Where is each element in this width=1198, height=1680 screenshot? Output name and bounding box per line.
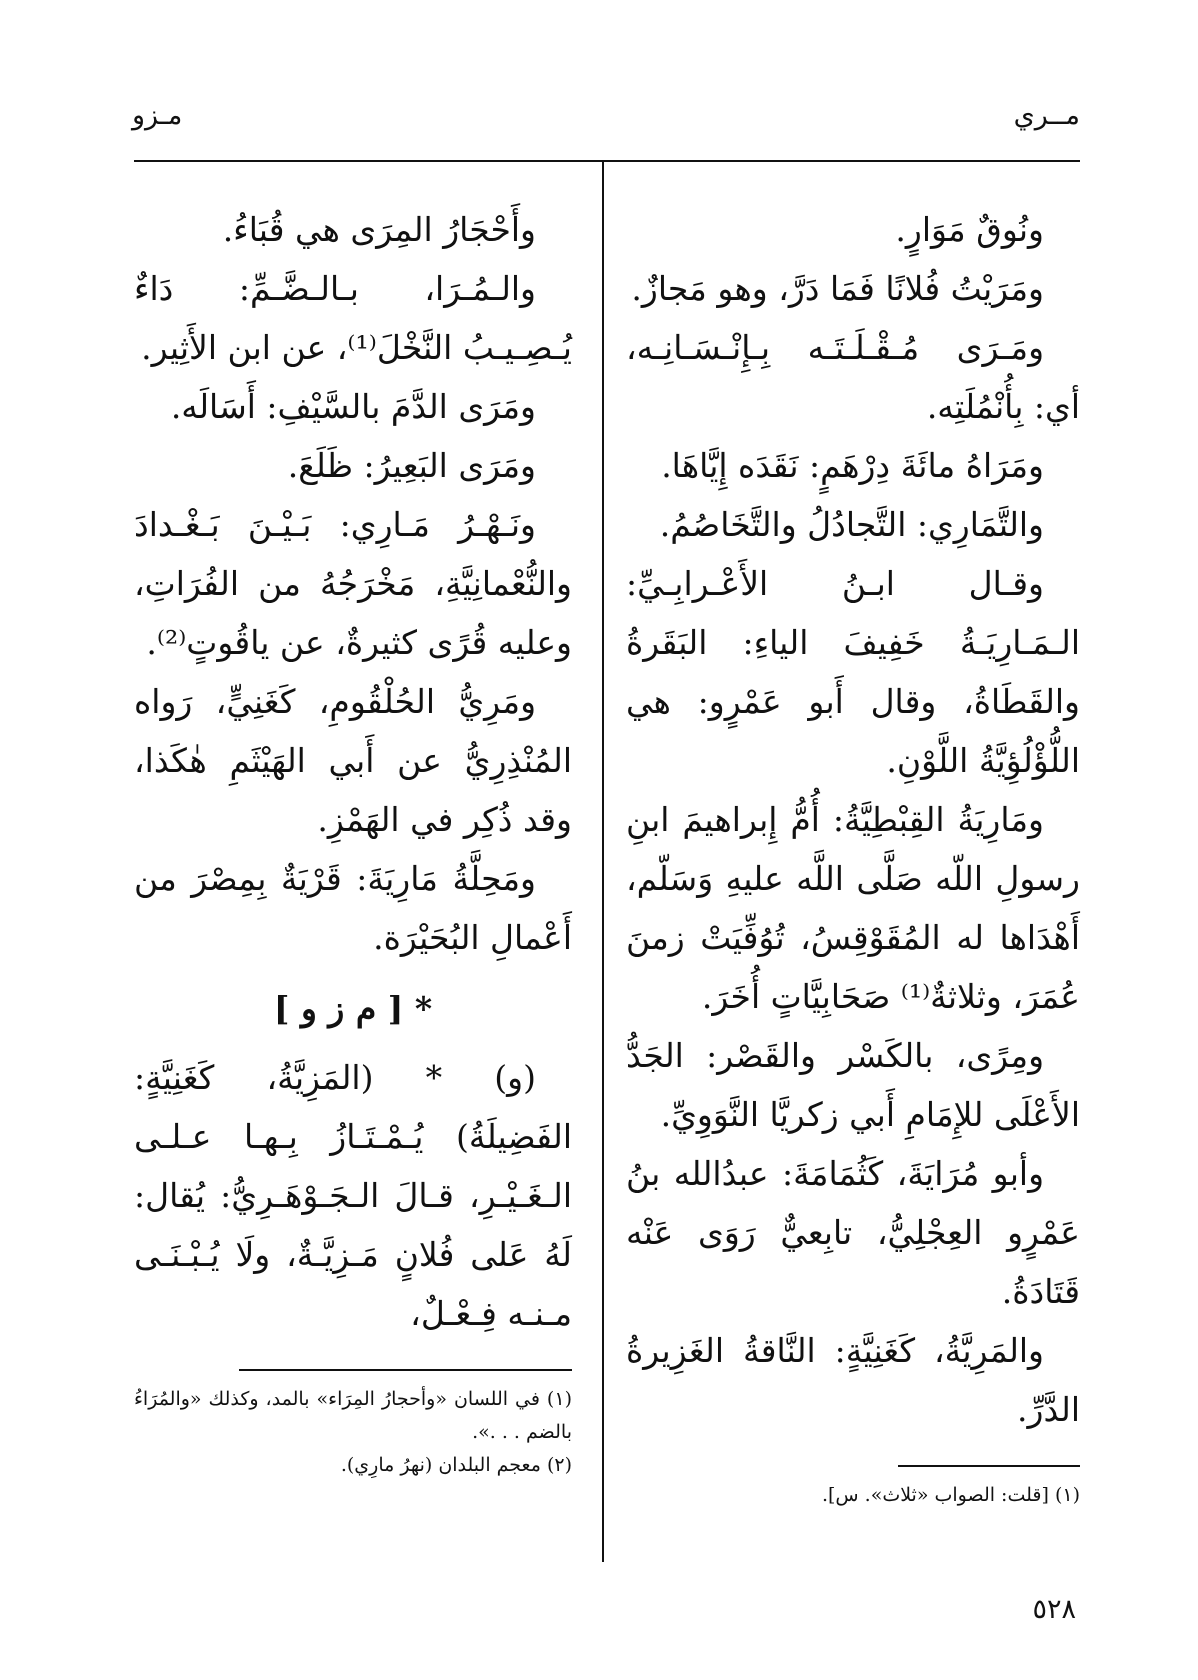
paragraph: والمَرِيَّةُ، كَغَنِيَّةٍ: النَّاقةُ الغَزِيرةُ الدَّرِّ.	[626, 1331, 1080, 1429]
paragraph: ومَرَى الدَّمَ بالسَّيْفِ: أَسَالَه.	[170, 387, 536, 426]
paragraph: وأبو مُرَايَةَ، كَثُمَامَةَ: عبدُالله بنُ عَمْرٍو العِجْلِيُّ، تابِعيٌّ رَوَى عَنْه قَتَادَةُ.	[626, 1154, 1080, 1311]
left-column	[134, 200, 572, 1482]
paragraph: (و) * (المَزِيَّةُ، كَغَنِيَّةٍ: الفَضِيلَةُ) يُـمْـتَـازُ بِـهـا عـلـى الـغَـيْـرِ، قـالَ الـجَـوْهَـرِيُّ: يُقال: لَهُ عَلى فُلانٍ مَـزِيَّـةٌ، ولَا يُـبْـنَـى مـنـه فِـعْـلٌ،	[134, 1058, 572, 1333]
right-column	[626, 200, 1080, 1512]
footnote: (١) [قلت: الصواب «ثلاث». س].	[821, 1484, 1080, 1506]
paragraph: ونَـهْـرُ مَـارِي: بَـيْـنَ بَـغْـدادَ والنُّعْمانِيَّةِ، مَخْرَجُهُ من الفُرَاتِ، وعليه قُرًى كثيرةٌ، عن ياقُوتٍ⁽²⁾.	[134, 505, 572, 662]
paragraph: ومَـرَى مُـقْـلَـتَـه بِـإِنْـسَـانِـه، أي: بِأُنْمُلَتِه.	[626, 328, 1080, 426]
paragraph: ونُوقٌ مَوَارٍ.	[895, 210, 1044, 249]
paragraph: ومَرَى البَعِيرُ: ظَلَعَ.	[287, 446, 536, 485]
paragraph: ومَرَاهُ مائَةَ دِرْهَمٍ: نَقَدَه إِيَّاهَا.	[661, 446, 1044, 485]
footnote-rule	[898, 1465, 1080, 1467]
footnote: (٢) معجم البلدان (نهرُ مارِي).	[340, 1454, 572, 1476]
paragraph: ومَارِيَةُ القِبْطِيَّةُ: أُمُّ إِبراهيمَ ابنِ رسولِ اللّه صَلَّى اللَّه عليهِ وَسَلّم، أَهْدَاها له المُقَوْقِسُ، تُوُفِّيَتْ زمنَ عُمَرَ، وثلاثةٌ⁽¹⁾ صَحَابِيَّاتٍ أُخَرَ.	[626, 800, 1080, 1016]
column-separator	[602, 162, 604, 1562]
paragraph: وأَحْجَارُ المِرَى هي قُبَاءُ.	[222, 210, 536, 249]
paragraph: والـمُـرَا، بـالـضَّـمِّ: دَاءٌ يُـصِـيـبُ النَّخْلَ⁽¹⁾، عن ابن الأَثِير.	[134, 269, 572, 367]
header-rule	[134, 160, 1080, 162]
running-header-left: مـزو	[132, 100, 183, 131]
paragraph: ومَرَيْتُ فُلانًا فَمَا دَرَّ، وهو مَجازٌ.	[631, 269, 1044, 308]
running-header-right: مــري	[1013, 100, 1080, 131]
footnote-rule	[239, 1369, 572, 1371]
entry-heading: * [ م ز و ]	[273, 989, 433, 1028]
page-number: ٥٢٨	[1032, 1594, 1076, 1625]
paragraph: ومَحِلَّةُ مَارِيَةَ: قَرْيَةٌ بِمِصْرَ من أَعْمالِ البُحَيْرَة.	[134, 859, 572, 957]
footnote: (١) في اللسان «وأحجارُ المِرَاء» بالمد، وكذلك «والمُرَاءُ بالضم . . .».	[134, 1388, 572, 1443]
paragraph: والتَّمَارِي: التَّجادُلُ والتَّخَاصُمُ.	[659, 505, 1044, 544]
paragraph: وقـال ابـنُ الأَعْـرابِـيِّ: الـمَـارِيَـةُ خَفِيفَ الياءِ: البَقَرةُ والقَطَاةُ، وقال أَبو عَمْرٍو: هي اللُّؤْلُؤِيَّةُ اللَّوْنِ.	[626, 564, 1080, 780]
paragraph: ومِرًى، بالكَسْر والقَصْر: الجَدُّ الأَعْلَى للإِمَامِ أَبي زكريَّا النَّوَوِيِّ.	[626, 1036, 1080, 1134]
paragraph: ومَرِيُّ الحُلْقُومِ، كَغَنِيٍّ، رَواه المُنْذِرِيُّ عن أَبي الهَيْثَمِ هٰكَذا، وقد ذُكِر في الهَمْزِ.	[134, 682, 572, 839]
